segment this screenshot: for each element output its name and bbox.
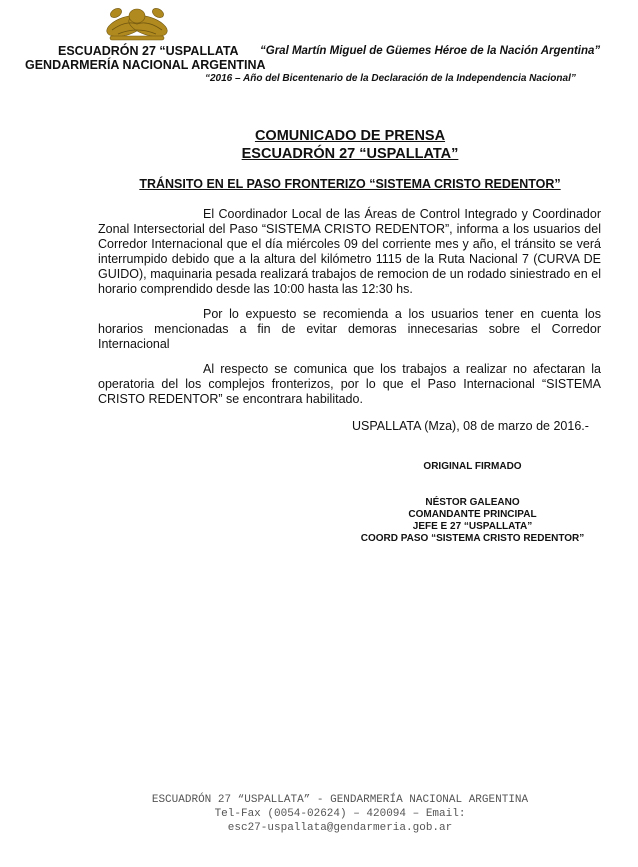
body-paragraph-2: Por lo expuesto se recomienda a los usuarios tener en cuenta los horarios mencionadas a fin de evitar demoras innecesarias sobre el Corredor Internacional (98, 307, 601, 351)
year-motto: “2016 – Año del Bicentenario de la Declaración de la Independencia Nacional” (205, 73, 576, 84)
unit-name-header: ESCUADRÓN 27 “USPALLATA (58, 44, 239, 58)
signer-name: NÉSTOR GALEANO (425, 497, 520, 508)
footer-email[interactable]: esc27-uspallata@gendarmeria.gob.ar (227, 822, 453, 834)
signer-rank: COMANDANTE PRINCIPAL (408, 509, 537, 520)
body-paragraph-1: El Coordinador Local de las Áreas de Control Integrado y Coordinador Zonal Intersectorial del Paso “SISTEMA CRISTO REDENTOR”, informa a los usuarios del Corredor Internacional que el día miércoles 09 del corriente mes y año, el tránsito se verá interrumpido debido que a la altura del kilómetro 1115 de la Ruta Nacional 7 (CURVA DE GUIDO), maquinaria pesada realizará trabajos de remocion de un rodado siniestrado en el horario comprendido desde las 10:00 hasta las 12:30 hs. (98, 207, 601, 296)
press-release-title: COMUNICADO DE PRENSA (254, 128, 446, 144)
footer-phone-line: Tel-Fax (0054-02624) – 420094 – Email: (214, 808, 466, 820)
institution-header: GENDARMERÍA NACIONAL ARGENTINA (25, 58, 266, 72)
date-line: USPALLATA (Mza), 08 de marzo de 2016.- (352, 419, 589, 433)
signer-role: JEFE E 27 “USPALLATA” (412, 521, 533, 532)
hero-motto: “Gral Martín Miguel de Güemes Héroe de la Nación Argentina” (260, 45, 601, 57)
body-paragraph-3: Al respecto se comunica que los trabajos a realizar no afectaran la operatoria del los complejos fronterizos, por lo que el Paso Internacional “SISTEMA CRISTO REDENTOR” se encontrara habilitado. (98, 362, 601, 406)
signer-coord-role: COORD PASO “SISTEMA CRISTO REDENTOR” (360, 533, 585, 544)
footer-unit-line: ESCUADRÓN 27 “USPALLATA” - GENDARMERÍA NACIONAL ARGENTINA (151, 794, 529, 806)
original-signed-label: ORIGINAL FIRMADO (423, 461, 522, 472)
laurel-emblem-icon (104, 4, 170, 44)
press-release-unit: ESCUADRÓN 27 “USPALLATA” (241, 146, 459, 162)
subject-heading: TRÁNSITO EN EL PASO FRONTERIZO “SISTEMA CRISTO REDENTOR” (139, 177, 561, 191)
